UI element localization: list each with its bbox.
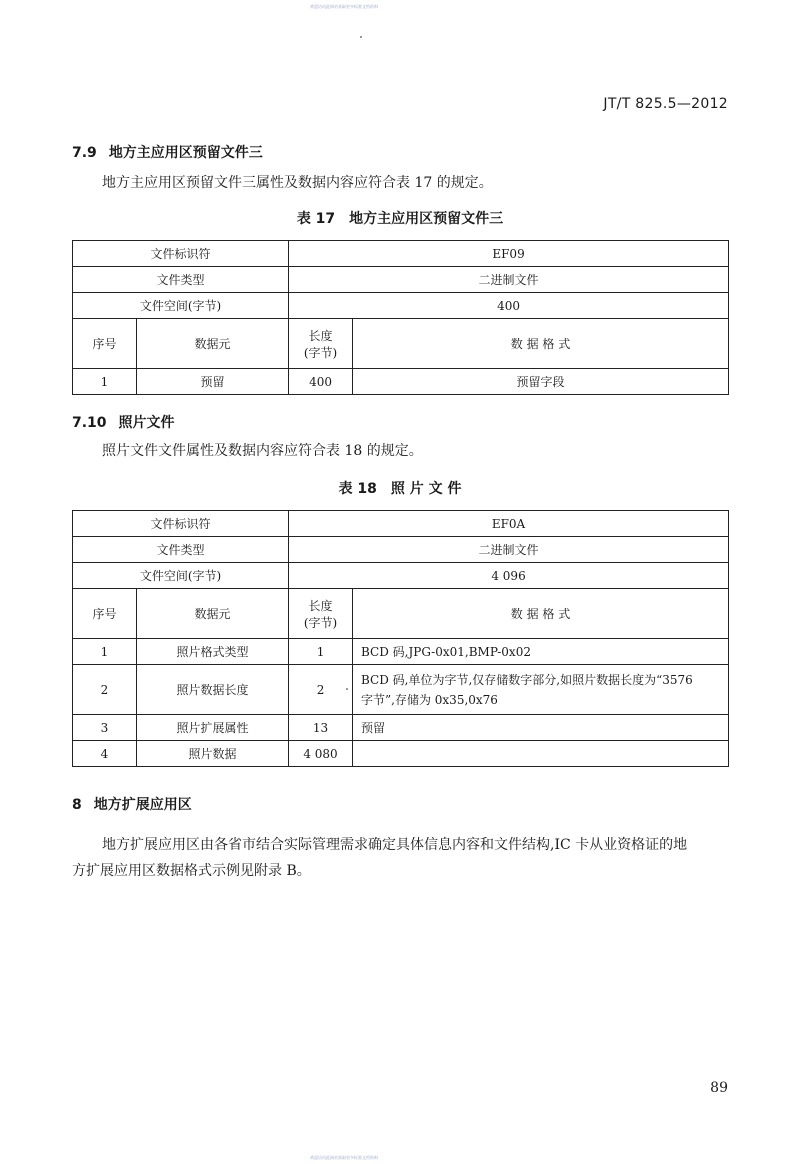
cell-element: 照片扩展属性 — [137, 715, 289, 741]
section-8-paragraph-line-1: 地方扩展应用区由各省市结合实际管理需求确定具体信息内容和文件结构,IC 卡从业资格证的地 — [102, 837, 688, 853]
section-8-paragraph-line-2: 方扩展应用区数据格式示例见附录 B。 — [72, 863, 311, 879]
table-17-title: 表 17 地方主应用区预留文件三 — [296, 211, 504, 227]
cell-element: 照片数据 — [137, 741, 289, 767]
cell-length: 2 — [289, 665, 353, 715]
cell-format — [353, 741, 729, 767]
section-heading-8 — [72, 794, 192, 814]
cell-element: 照片数据长度 — [137, 665, 289, 715]
header-length: 长度 (字节) — [289, 319, 353, 369]
header-seq: 序号 — [73, 589, 137, 639]
attr-value: 400 — [289, 293, 729, 319]
table-row — [73, 741, 729, 767]
header-format: 数 据 格 式 — [353, 319, 729, 369]
table-row — [73, 267, 729, 293]
section-title: 照片文件 — [118, 415, 175, 431]
cell-element: 照片格式类型 — [137, 639, 289, 665]
attr-label: 文件标识符 — [73, 241, 289, 267]
cell-length: 13 — [289, 715, 353, 741]
table-18 — [72, 510, 729, 767]
table-row — [73, 537, 729, 563]
header-seq: 序号 — [73, 319, 137, 369]
table-row — [73, 241, 729, 267]
attr-label: 文件空间(字节) — [73, 293, 289, 319]
header-element: 数据元 — [137, 319, 289, 369]
cell-length: 4 080 — [289, 741, 353, 767]
section-number: 7.10 — [72, 415, 107, 431]
attr-label: 文件标识符 — [73, 511, 289, 537]
document-code: JT/T 825.5—2012 — [603, 96, 728, 112]
attr-label: 文件空间(字节) — [73, 563, 289, 589]
attr-label: 文件类型 — [73, 267, 289, 293]
header-format: 数 据 格 式 — [353, 589, 729, 639]
section-title: 地方主应用区预留文件三 — [108, 145, 263, 161]
attr-value: 二进制文件 — [289, 537, 729, 563]
section-7-10-paragraph: 照片文件文件属性及数据内容应符合表 18 的规定。 — [102, 443, 423, 459]
section-heading-7-9 — [72, 142, 263, 162]
cell-length: 400 — [289, 369, 353, 395]
table-header-row — [73, 589, 729, 639]
attr-value: EF0A — [289, 511, 729, 537]
table-17 — [72, 240, 729, 395]
table-row — [73, 369, 729, 395]
cell-seq: 2 — [73, 665, 137, 715]
cell-format: 预留字段 — [353, 369, 729, 395]
section-title: 地方扩展应用区 — [93, 797, 192, 813]
attr-label: 文件类型 — [73, 537, 289, 563]
cell-format: BCD 码,单位为字节,仅存储数字部分,如照片数据长度为“3576 字节”,存储为 0x35,0x76 — [353, 665, 729, 715]
watermark-bottom: 欢迎访问此网站获取更多标准文档资料 — [310, 1155, 378, 1160]
attr-value: EF09 — [289, 241, 729, 267]
section-number: 8 — [72, 797, 82, 813]
attr-value: 4 096 — [289, 563, 729, 589]
section-7-9-paragraph: 地方主应用区预留文件三属性及数据内容应符合表 17 的规定。 — [102, 175, 493, 191]
table-row — [73, 511, 729, 537]
table-row — [73, 563, 729, 589]
header-element: 数据元 — [137, 589, 289, 639]
table-row — [73, 293, 729, 319]
section-number: 7.9 — [72, 145, 97, 161]
table-row — [73, 715, 729, 741]
cell-format: 预留 — [353, 715, 729, 741]
cell-element: 预留 — [137, 369, 289, 395]
cell-format: BCD 码,JPG-0x01,BMP-0x02 — [353, 639, 729, 665]
cell-seq: 3 — [73, 715, 137, 741]
table-row — [73, 665, 729, 715]
cell-seq: 4 — [73, 741, 137, 767]
table-header-row — [73, 319, 729, 369]
section-heading-7-10 — [72, 412, 175, 432]
scan-speck — [360, 36, 362, 38]
header-length: 长度 (字节) — [289, 589, 353, 639]
table-18-title: 表 18 照 片 文 件 — [338, 481, 462, 497]
cell-length: 1 — [289, 639, 353, 665]
attr-value: 二进制文件 — [289, 267, 729, 293]
cell-seq: 1 — [73, 639, 137, 665]
page-number: 89 — [710, 1080, 728, 1096]
watermark-top: 欢迎访问此网站获取更多标准文档资料 — [310, 4, 378, 9]
cell-seq: 1 — [73, 369, 137, 395]
table-row — [73, 639, 729, 665]
